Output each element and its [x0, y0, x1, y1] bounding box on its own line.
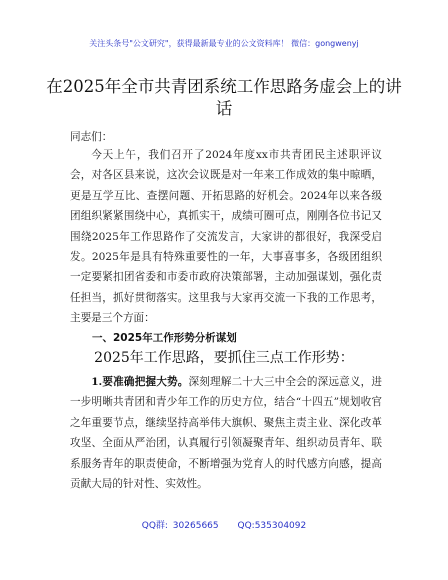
- section-subtitle: 2025年工作思路，要抓住三点工作形势：: [94, 350, 354, 366]
- point-body: 深刻理解二十大三中全会的深远意义，进一步明晰共青团和青少年工作的历史方位，结合“十四五”规划收官之年重要节点，继续坚持高举伟大旗帜、聚焦主责主业、深化改革攻坚、全面从严治团，认真履行引领凝聚青年、组织动员青年、联系服务青年的职责使命，不断增强为党育人的时代感方向感，提高贡献大局的针对性、实效性。: [70, 376, 383, 491]
- qq-group-text: QQ群: 30265665: [141, 521, 219, 531]
- point-lead: 1.要准确把握大势。: [91, 376, 189, 388]
- salutation: 同志们：: [70, 131, 113, 143]
- paragraph-intro: 今天上午，我们召开了2024年度xx市共青团民主述职评议会，对各区县来说，这次会议既是对一年来工作成效的集中晾晒，更是互学互比、查摆问题、开拓思路的好机会。2024年以来各级团组织紧紧围绕中心，真抓实干，成绩可圈可点，刚刚各位书记又围绕2025年工作思路作了交流发言，大家讲的都很好，我深受启发。2025年是具有特殊重要性的一年，大事喜事多，各级团组织一定要紧扣团省委和市委市政府决策部署，主动加强谋划，强化责任担当，抓好贯彻落实。这里我与大家再交流一下我的工作思考，主要是三个方面：: [70, 149, 382, 325]
- document-title: 在2025年全市共青团系统工作思路务虚会上的讲话: [46, 77, 402, 118]
- paragraph-point-1: [70, 372, 382, 494]
- qq-text: QQ:535304092: [237, 521, 307, 531]
- promo-banner: 关注头条号"公文研究"，获得最新最专业的公文资料库！ 微信：gongwenyj: [89, 39, 359, 48]
- section-heading: 一、2025年工作形势分析谋划: [92, 332, 237, 344]
- contact-footer: [0, 518, 448, 531]
